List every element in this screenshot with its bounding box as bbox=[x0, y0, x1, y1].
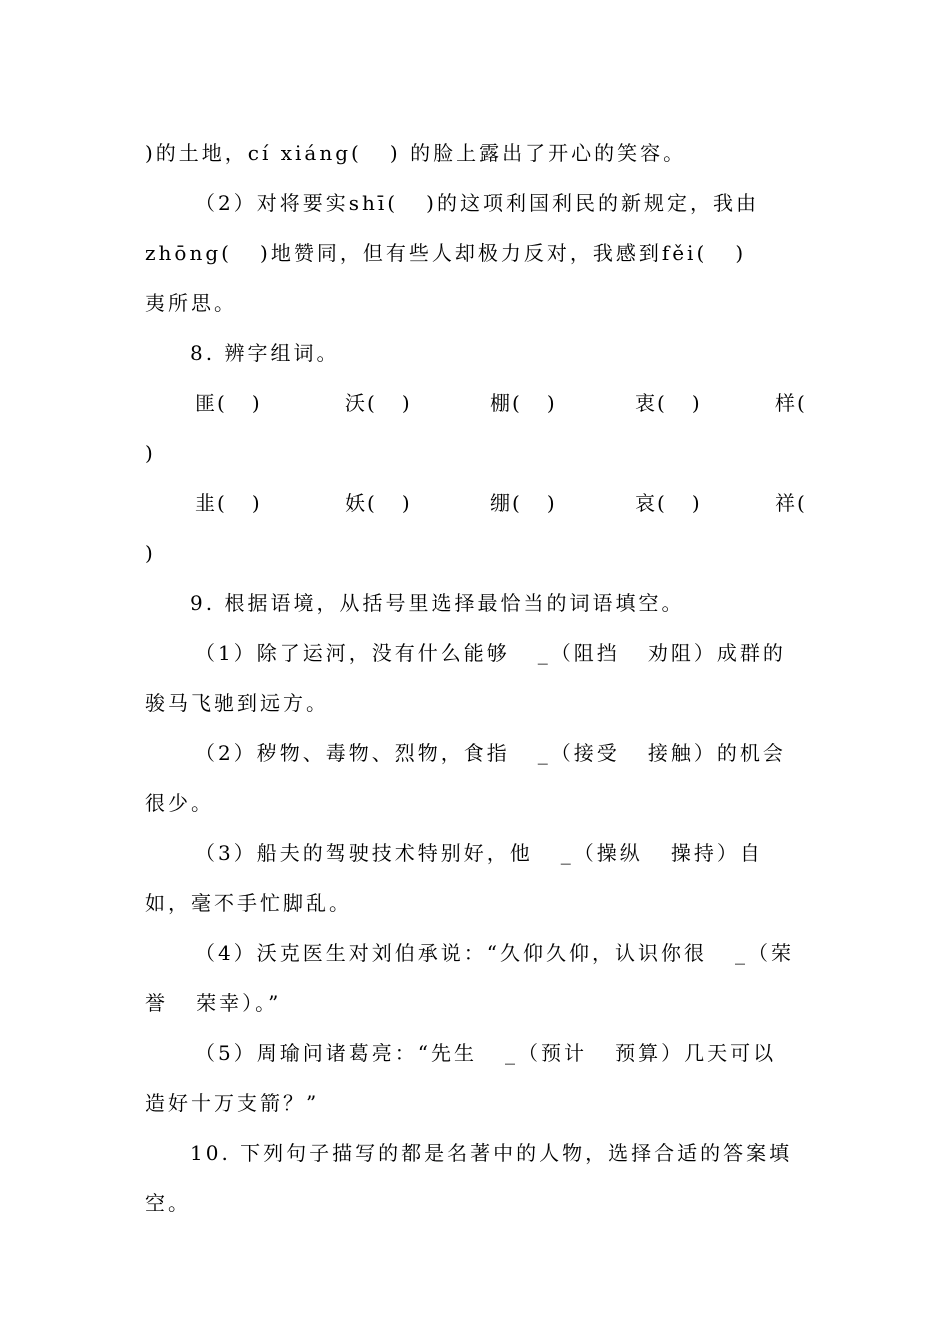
question-heading: 10. 下列句子描写的都是名著中的人物，选择合适的答案填 bbox=[190, 1141, 793, 1165]
text-line: 誉 荣幸）。” bbox=[145, 991, 282, 1015]
text-line: 造好十万支箭？” bbox=[145, 1091, 320, 1115]
text-line: （2）对将要实shī( )的这项利国利民的新规定，我由 bbox=[195, 191, 759, 215]
question-heading: 8. 辨字组词。 bbox=[190, 341, 340, 365]
text-line: 空。 bbox=[145, 1191, 191, 1215]
text-line: （2）秽物、毒物、烈物，食指 _（接受 接触）的机会 bbox=[195, 741, 786, 765]
text-line: （3）船夫的驾驶技术特别好，他 _（操纵 操持）自 bbox=[195, 841, 763, 865]
word-blank: 沃( ) bbox=[345, 391, 412, 415]
word-blank: 哀( ) bbox=[635, 491, 702, 515]
text-line: 夷所思。 bbox=[145, 291, 237, 315]
text-line: ) bbox=[145, 441, 156, 465]
text-line: 如，毫不手忙脚乱。 bbox=[145, 891, 352, 915]
word-blank: 韭( ) bbox=[195, 491, 262, 515]
text-line: （5）周瑜问诸葛亮：“先生 _（预计 预算）几天可以 bbox=[195, 1041, 777, 1065]
word-blank: 祥( bbox=[775, 491, 807, 515]
word-blank: 妖( ) bbox=[345, 491, 412, 515]
word-blank: 匪( ) bbox=[195, 391, 262, 415]
text-line: （4）沃克医生对刘伯承说：“久仰久仰，认识你很 _（荣 bbox=[195, 941, 795, 965]
text-line: 骏马飞驰到远方。 bbox=[145, 691, 329, 715]
text-line: ) bbox=[145, 541, 156, 565]
word-blank: 样( bbox=[775, 391, 807, 415]
word-blank: 棚( ) bbox=[490, 391, 557, 415]
text-line: （1）除了运河，没有什么能够 _（阻挡 劝阻）成群的 bbox=[195, 641, 786, 665]
text-line: )的土地，cí xiáng( ) 的脸上露出了开心的笑容。 bbox=[145, 141, 687, 165]
word-blank: 衷( ) bbox=[635, 391, 702, 415]
word-blank: 绷( ) bbox=[490, 491, 557, 515]
text-line: 很少。 bbox=[145, 791, 214, 815]
text-line: zhōng( )地赞同，但有些人却极力反对，我感到fěi( ) bbox=[145, 241, 747, 265]
question-heading: 9. 根据语境，从括号里选择最恰当的词语填空。 bbox=[190, 591, 685, 615]
